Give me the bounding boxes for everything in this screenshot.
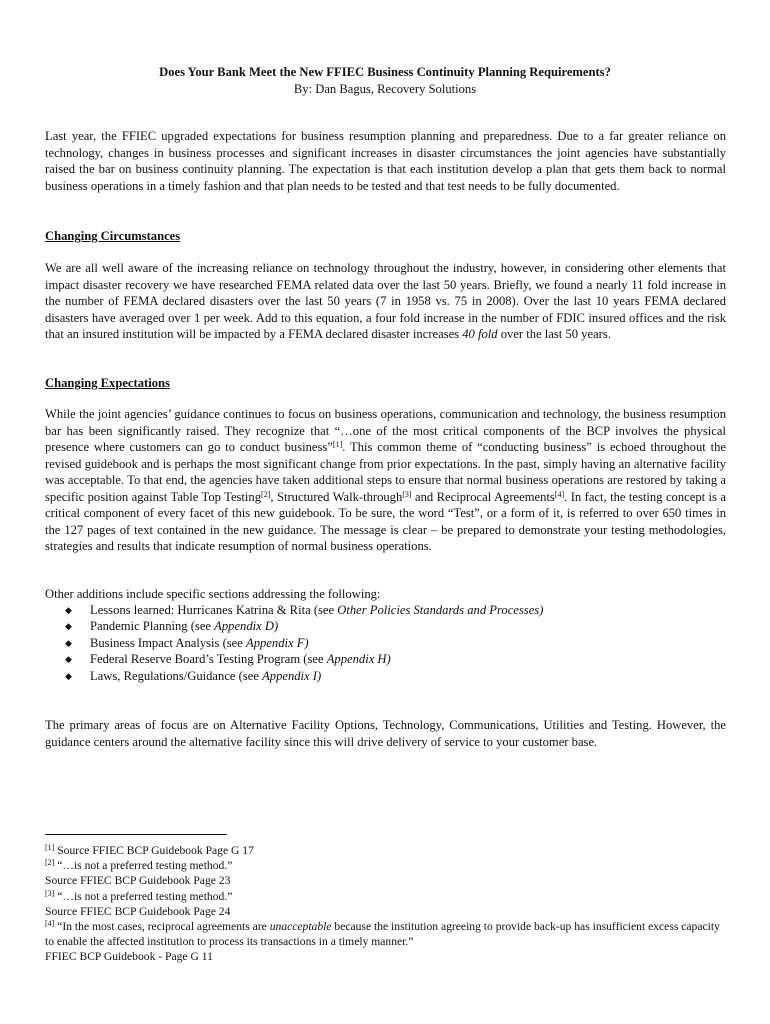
diamond-bullet-icon: ◆	[65, 670, 72, 681]
expectations-text-1: While the joint agencies’ guidance continues to focus on business operations, communication and technology, the business resumption bar has been significantly raised. They recognize that “…one of the most critical components of the BCP involves the physical presence where customers can go to conduct business”	[45, 407, 726, 454]
footnote-ref-1[interactable]: [1]	[332, 440, 343, 449]
footnote-ref-3[interactable]: [3]	[402, 489, 412, 499]
list-item	[63, 651, 543, 667]
footnote-4	[45, 919, 726, 949]
expectations-text-5: . In fact, the testing concept is a critical component of every facet of this new guidebook. To be sure, the word “Test”, or a form of it, is referred to over 650 times in the 127 pages of text contained in the new guidance. The message is clear – be prepared to demonstrate your testing methodologies, strategies and results that indicate resumption of normal business operations.	[45, 489, 726, 553]
list-item-reference: Appendix H)	[326, 652, 391, 667]
footnote-2-text: “…is not a preferred testing method.”	[54, 859, 233, 873]
footnote-4-source: FFIEC BCP Guidebook - Page G 11	[45, 950, 213, 964]
expectations-text-2: . This common theme of “conducting business” is echoed throughout the revised guidebook and is perhaps the most significant change from prior expectations. In the past, simply having an alternative facility was acceptable. To that end, the agencies have taken additional steps to ensure that normal business operations are restored by taking a specific position against Table Top Testing	[45, 440, 727, 504]
diamond-bullet-icon: ◆	[65, 654, 72, 665]
expectations-text-3: , Structured Walk-through	[270, 489, 403, 504]
footnote-marker-2: [2]	[45, 858, 55, 868]
footnote-divider	[45, 834, 227, 835]
list-item	[63, 635, 543, 651]
list-item-reference: Appendix I)	[262, 668, 322, 683]
document-byline: By: Dan Bagus, Recovery Solutions	[293, 82, 477, 96]
footnote-marker-3: [3]	[45, 888, 55, 898]
list-item-text: Business Impact Analysis (see	[90, 635, 247, 650]
footnote-ref-4[interactable]: [4]	[554, 489, 565, 499]
diamond-bullet-icon: ◆	[65, 605, 72, 615]
heading-changing-expectations: Changing Expectations	[45, 376, 170, 390]
expectations-text-4: and Reciprocal Agreements	[411, 489, 555, 504]
heading-changing-circumstances: Changing Circumstances	[45, 229, 181, 243]
additions-intro: Other additions include specific sections addressing the following:	[45, 587, 381, 601]
footnote-4-text: “In the most cases, reciprocal agreements are	[54, 920, 270, 934]
footnote-1-text: Source FFIEC BCP Guidebook Page G 17	[54, 844, 254, 857]
footnote-2	[45, 858, 726, 873]
footnote-marker-4: [4]	[45, 919, 55, 929]
closing-paragraph: The primary areas of focus are on Alternative Facility Options, Technology, Communications, Utilities and Testing. However, the guidance centers around the alternative facility since this will drive delivery of service to your customer base.	[45, 718, 726, 749]
footnote-1	[45, 843, 726, 858]
footnote-3-text: “…is not a preferred testing method.”	[54, 889, 233, 903]
footnote-4-text-end: because the institution agreeing to provide back-up has insufficient excess capacity to enable the affected institution to process its transactions in a timely manner.”	[45, 920, 720, 949]
circumstances-text-end: over the last 50 years.	[497, 327, 611, 341]
footnote-4-emphasis: unacceptable	[269, 920, 332, 934]
circumstances-paragraph	[45, 260, 726, 343]
diamond-bullet-icon: ◆	[65, 637, 72, 648]
list-item	[63, 618, 543, 634]
circumstances-emphasis: 40 fold	[462, 327, 498, 341]
footnote-3-source: Source FFIEC BCP Guidebook Page 24	[45, 904, 231, 918]
footnotes	[45, 843, 726, 965]
intro-paragraph: Last year, the FFIEC upgraded expectations for business resumption planning and preparedness. Due to a far greater reliance on technology, changes in business processes and significant increases in disaster circumstances the joint agencies have substantially raised the bar on business continuity planning. The expectation is that each institution develop a plan that gets them back to normal business operations in a timely fashion and that plan needs to be tested and that test needs to be fully documented.	[45, 129, 726, 193]
footnote-marker-1: [1]	[45, 843, 55, 852]
footnote-ref-2[interactable]: [2]	[261, 489, 271, 499]
list-item	[63, 668, 543, 684]
list-item-reference: Appendix F)	[246, 635, 309, 650]
footnote-2-source: Source FFIEC BCP Guidebook Page 23	[45, 874, 231, 888]
list-item-text: Laws, Regulations/Guidance (see	[90, 668, 263, 683]
list-item-text: Federal Reserve Board’s Testing Program (see	[90, 652, 327, 667]
circumstances-text: We are all well aware of the increasing reliance on technology throughout the industry, however, in considering other elements that impact disaster recovery we have researched FEMA related data over the last 50 years. Briefly, we found a nearly 11 fold increase in the number of FEMA declared disasters over the last 50 years (7 in 1958 vs. 75 in 2008). Over the last 10 years FEMA declared disasters have averaged over 1 per week. Add to this equation, a four fold increase in the number of FDIC insured offices and the risk that an insured institution will be impacted by a FEMA declared disaster increases	[45, 261, 726, 341]
footnote-3	[45, 889, 726, 904]
list-item-reference: Other Policies Standards and Processes)	[337, 603, 544, 617]
list-item	[63, 602, 543, 618]
document-title: Does Your Bank Meet the New FFIEC Business Continuity Planning Requirements?	[159, 65, 611, 79]
expectations-paragraph	[45, 406, 726, 555]
additions-list	[63, 602, 543, 684]
list-item-text: Lessons learned: Hurricanes Katrina & Rita (see	[90, 603, 338, 617]
list-item-text: Pandemic Planning (see	[90, 619, 215, 634]
diamond-bullet-icon: ◆	[65, 621, 72, 632]
list-item-reference: Appendix D)	[214, 619, 279, 634]
